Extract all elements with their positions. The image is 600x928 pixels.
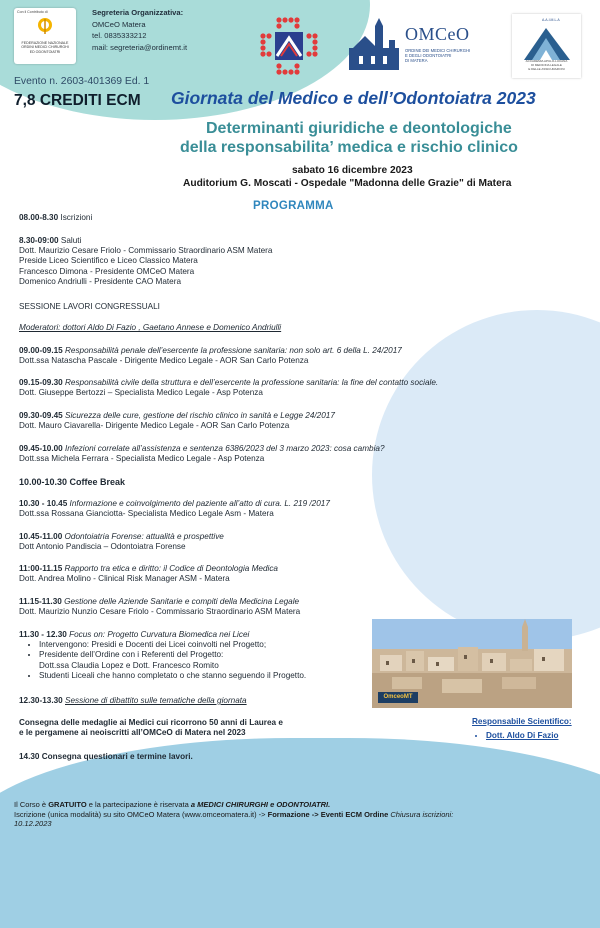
sponsor-caption: Con il Contributo di: [17, 10, 48, 14]
program-item: 12.30-13.30 Sessione di dibattito sulle tematiche della giornata: [19, 696, 247, 705]
segreteria-tel: tel. 0835333212: [92, 31, 147, 40]
closing: 14.30 Consegna questionari e termine lavori.: [19, 752, 193, 761]
session-heading: SESSIONE LAVORI CONGRESSUALI: [19, 302, 160, 311]
program-item: 09.45-10.00 Infezioni correlate all’assistenza e sentenza 6386/2023 del 3 marzo 2023: cosa cambia? Dott.ssa Michela Ferrara - Specialista Medico Legale - Asp Potenza: [19, 444, 385, 464]
segreteria-mail: mail: segreteria@ordinemt.it: [92, 42, 188, 52]
program-item: 08.00-8.30 Iscrizioni: [19, 213, 93, 222]
page-title: Giornata del Medico e dell’Odontoiatra 2023: [171, 88, 536, 108]
decorative-wave-bottom: [0, 738, 600, 928]
aaimla-subtitle: ACCADEMIA APULO-LUCANA DI MEDICINA LEGALE E DELLE ASSICURAZIONI: [525, 59, 568, 71]
event-number: Evento n. 2603-401369 Ed. 1: [14, 76, 150, 87]
sponsor-name: FEDERAZIONE NAZIONALE ORDINI MEDICI CHIRURGHI ED ODONTOIATRI: [21, 41, 69, 54]
scientific-lead: [472, 717, 572, 740]
moderators: Moderatori: dottori Aldo Di Fazio , Gaetano Annese e Domenico Andriulli: [19, 323, 282, 332]
segreteria-org: OMCeO Matera: [92, 19, 146, 29]
fnomceo-logo: [14, 8, 76, 64]
aaimla-logo: [512, 14, 581, 78]
matera-photo: [372, 619, 572, 708]
omceo-wordmark: OMCeO: [405, 24, 470, 44]
list-item: • Presidente dell’Ordine con i Referenti del Progetto: Dott.ssa Claudia Lopez e Dott. Francesco Romito: [39, 650, 306, 670]
cathedral-icon: [345, 18, 403, 72]
fnomceo-emblem-icon: [37, 16, 53, 36]
list-item: • Intervengono: Presidi e Docenti dei Licei coinvolti nel Progetto;: [39, 640, 306, 650]
scientific-lead-name: • Dott. Aldo Di Fazio: [486, 731, 572, 740]
program-item: 11.15-11.30 Gestione delle Aziende Sanitarie e compiti della Medicina Legale Dott. Maurizio Nunzio Cesare Friolo - Commissario Straordinario ASM Matera: [19, 597, 301, 617]
scientific-lead-title: Responsabile Scientifico:: [472, 717, 572, 726]
decorative-circle-right: [372, 310, 600, 640]
ecm-credits: 7,8 CREDITI ECM: [14, 92, 141, 109]
omceo-logo: [345, 18, 485, 72]
medical-cross-logo: [257, 14, 321, 78]
aaimla-name: A.A.I.M.L.A: [542, 18, 560, 22]
medals-ceremony: Consegna delle medaglie ai Medici cui ricorrono 50 anni di Laurea e e le pergamene ai neoiscritti all’OMCeO di Matera nel 2023: [19, 718, 283, 738]
program-heading: PROGRAMMA: [253, 200, 334, 212]
program-item: 10.30 - 10.45 Informazione e coinvolgimento del paziente all’atto di cura. L. 219 /2017 Dott.ssa Rossana Gianciotta- Specialista Medico Legale Asm - Matera: [19, 499, 330, 519]
segreteria-title: Segreteria Organizzativa:: [92, 8, 184, 17]
event-date: sabato 16 dicembre 2023: [292, 165, 413, 176]
program-item: 09.15-09.30 Responsabilità civile della struttura e dell’esercente la professione sanitaria: la fine del contatto sociale. Dott. Giuseppe Bertozzi – Specialista Medico Legale - Asp Potenza: [19, 378, 439, 398]
program-item: 11:00-11.15 Rapporto tra etica e diritto: il Codice di Deontologia Medica Dott. Andrea Molino - Clinical Risk Manager ASM - Matera: [19, 564, 278, 584]
list-item: • Studenti Liceali che hanno completato o che stanno seguendo il Progetto.: [39, 671, 306, 681]
program-item: 09.00-09.15 Responsabilità penale dell’esercente la professione sanitaria: non solo art. 6 della L. 24/2017 Dott.ssa Natascha Pascale - Dirigente Medico Legale - AOR San Carlo Potenza: [19, 346, 402, 366]
footer-notes: Il Corso è GRATUITO e la partecipazione è riservata a MEDICI CHIRURGHI e ODONTOIATRI. Iscrizione (unica modalità) su sito OMCeO Matera (www.omceomatera.it) -> Formazione -> Eventi ECM Ordine Chiusura iscrizioni: 10.12.2023: [14, 800, 454, 829]
program-item: 09.30-09.45 Sicurezza delle cure, gestione del rischio clinico in sanità e Legge 24/2017 Dott. Mauro Ciavarella- Dirigente Medico Legale - AOR San Carlo Potenza: [19, 411, 335, 431]
omceomt-badge: OmceoMT: [378, 692, 418, 703]
omceo-subtitle: ORDINE DEI MEDICI CHIRURGHI E DEGLI ODONTOIATRI DI MATERA: [405, 48, 471, 63]
coffee-break: 10.00-10.30 Coffee Break: [19, 477, 126, 487]
segreteria-organizzativa: [92, 7, 187, 53]
triangle-emblem-icon: [512, 20, 581, 64]
program-item: 8.30-09:00 Saluti Dott. Maurizio Cesare Friolo - Commissario Straordinario ASM Matera Preside Liceo Scientifico e Liceo Classico Matera Francesco Dimona - Presidente OMCeO Matera Domenico Andriulli - Presidente CAO Matera: [19, 236, 273, 286]
program-item: 10.45-11.00 Odontoiatria Forense: attualità e prospettive Dott Antonio Pandiscia – Odontoiatra Forense: [19, 532, 224, 552]
program-item-focus: 11.30 - 12.30 Focus on: Progetto Curvatura Biomedica nei Licei • Intervengono: Presidi e Docenti dei Licei coinvolti nel Progetto; • Presidente dell’Ordine con i Referenti del Progetto: Dott.ssa Claudia Lopez e Dott. Francesco Romito • Studenti Liceali che hanno completato o che stanno seguendo il Progetto.: [19, 630, 306, 681]
event-venue: Auditorium G. Moscati - Ospedale "Madonna delle Grazie" di Matera: [183, 178, 512, 189]
subtitle: Determinanti giuridiche e deontologiche della responsabilita’ medica e rischio clinico: [180, 120, 518, 156]
